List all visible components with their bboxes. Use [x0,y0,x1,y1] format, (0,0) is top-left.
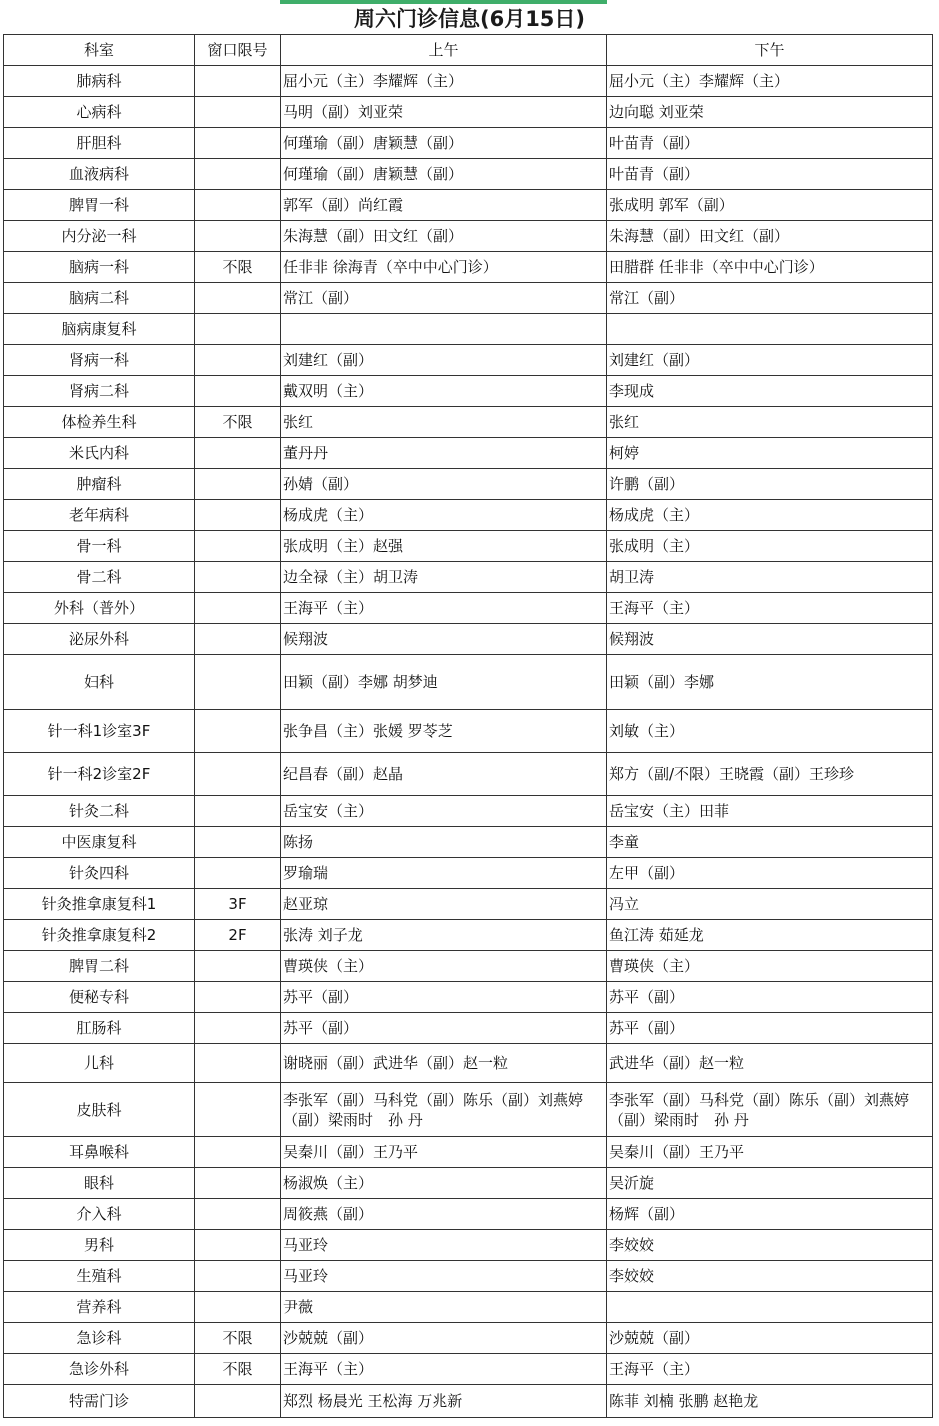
table-row [4,1013,933,1044]
afternoon-doctors-cell: 鱼江涛 茹延龙 [607,920,933,951]
dept-cell: 肺病科 [4,66,195,97]
table-row [4,1137,933,1168]
afternoon-doctors-cell: 李现成 [607,376,933,407]
morning-doctors-cell: 苏平（副） [281,982,607,1013]
window-limit-cell [195,221,281,252]
afternoon-doctors-cell: 刘建红（副） [607,345,933,376]
dept-cell: 急诊外科 [4,1354,195,1385]
morning-doctors-cell: 张涛 刘子龙 [281,920,607,951]
header-row [4,35,933,66]
window-limit-cell [195,1199,281,1230]
morning-doctors-cell: 屈小元（主）李耀辉（主） [281,66,607,97]
dept-cell: 肾病一科 [4,345,195,376]
window-limit-cell [195,951,281,982]
morning-doctors-cell: 张争昌（主）张媛 罗苓芝 [281,710,607,753]
window-limit-cell [195,858,281,889]
afternoon-doctors-cell: 沙兢兢（副） [607,1323,933,1354]
morning-doctors-cell: 郑烈 杨晨光 王松海 万兆新 [281,1385,607,1418]
window-limit-cell [195,469,281,500]
window-limit-cell [195,796,281,827]
window-limit-cell: 不限 [195,1323,281,1354]
dept-cell: 泌尿外科 [4,624,195,655]
table-row [4,796,933,827]
morning-doctors-cell: 沙兢兢（副） [281,1323,607,1354]
afternoon-doctors-cell: 许鹏（副） [607,469,933,500]
window-limit-cell [195,1168,281,1199]
window-limit-cell [195,66,281,97]
afternoon-doctors-cell: 李姣姣 [607,1230,933,1261]
afternoon-doctors-cell: 田腊群 任非非（卒中中心门诊） [607,252,933,283]
dept-cell: 骨二科 [4,562,195,593]
window-limit-cell: 不限 [195,252,281,283]
afternoon-doctors-cell: 刘敏（主） [607,710,933,753]
morning-doctors-cell: 杨淑焕（主） [281,1168,607,1199]
table-row [4,531,933,562]
dept-cell: 眼科 [4,1168,195,1199]
afternoon-doctors-cell: 杨成虎（主） [607,500,933,531]
window-limit-cell [195,376,281,407]
window-limit-cell [195,1261,281,1292]
table-row [4,982,933,1013]
afternoon-doctors-cell: 郑方（副/不限）王晓霞（副）王珍珍 [607,753,933,796]
dept-cell: 肛肠科 [4,1013,195,1044]
morning-doctors-cell: 马亚玲 [281,1230,607,1261]
table-row [4,1385,933,1418]
dept-cell: 急诊科 [4,1323,195,1354]
table-row [4,128,933,159]
afternoon-doctors-cell: 屈小元（主）李耀辉（主） [607,66,933,97]
table-row [4,1261,933,1292]
window-limit-cell [195,593,281,624]
table-row [4,190,933,221]
window-limit-cell [195,1137,281,1168]
window-limit-cell [195,1230,281,1261]
morning-doctors-cell: 谢晓丽（副）武进华（副）赵一粒 [281,1044,607,1083]
window-limit-cell [195,655,281,710]
morning-doctors-cell: 张成明（主）赵强 [281,531,607,562]
table-row [4,221,933,252]
afternoon-doctors-cell: 苏平（副） [607,1013,933,1044]
afternoon-doctors-cell: 柯婷 [607,438,933,469]
morning-doctors-cell: 吴秦川（副）王乃平 [281,1137,607,1168]
afternoon-doctors-cell: 李张军（副）马科党（副）陈乐（副）刘燕婷（副）梁雨时 孙 丹 [607,1083,933,1137]
afternoon-doctors-cell: 吴秦川（副）王乃平 [607,1137,933,1168]
morning-doctors-cell: 张红 [281,407,607,438]
morning-doctors-cell: 郭军（副）尚红霞 [281,190,607,221]
window-limit-cell [195,1292,281,1323]
dept-cell: 便秘专科 [4,982,195,1013]
dept-cell: 心病科 [4,97,195,128]
window-limit-cell [195,753,281,796]
header-window-limit: 窗口限号 [195,35,281,66]
afternoon-doctors-cell: 边向聪 刘亚荣 [607,97,933,128]
afternoon-doctors-cell: 左甲（副） [607,858,933,889]
table-row [4,1354,933,1385]
morning-doctors-cell: 何瑾瑜（副）唐颖慧（副） [281,128,607,159]
dept-cell: 脾胃一科 [4,190,195,221]
afternoon-doctors-cell: 曹瑛侠（主） [607,951,933,982]
table-row [4,1292,933,1323]
afternoon-doctors-cell: 胡卫涛 [607,562,933,593]
dept-cell: 米氏内科 [4,438,195,469]
dept-cell: 血液病科 [4,159,195,190]
afternoon-doctors-cell: 张成明 郭军（副） [607,190,933,221]
header-dept: 科室 [4,35,195,66]
afternoon-doctors-cell: 岳宝安（主）田菲 [607,796,933,827]
window-limit-cell [195,190,281,221]
morning-doctors-cell: 杨成虎（主） [281,500,607,531]
dept-cell: 内分泌一科 [4,221,195,252]
window-limit-cell [195,345,281,376]
dept-cell: 皮肤科 [4,1083,195,1137]
morning-doctors-cell: 候翔波 [281,624,607,655]
morning-doctors-cell: 马亚玲 [281,1261,607,1292]
dept-cell: 骨一科 [4,531,195,562]
afternoon-doctors-cell: 张红 [607,407,933,438]
table-row [4,858,933,889]
table-row [4,1044,933,1083]
morning-doctors-cell: 常江（副） [281,283,607,314]
table-row [4,469,933,500]
dept-cell: 针一科2诊室2F [4,753,195,796]
table-row [4,951,933,982]
window-limit-cell [195,562,281,593]
window-limit-cell [195,314,281,345]
page-title: 周六门诊信息(6月15日) [353,7,586,31]
dept-cell: 生殖科 [4,1261,195,1292]
afternoon-doctors-cell: 苏平（副） [607,982,933,1013]
morning-doctors-cell: 苏平（副） [281,1013,607,1044]
table-row [4,593,933,624]
window-limit-cell: 不限 [195,407,281,438]
table-row [4,1199,933,1230]
header-afternoon: 下午 [607,35,933,66]
dept-cell: 针灸二科 [4,796,195,827]
morning-doctors-cell: 刘建红（副） [281,345,607,376]
dept-cell: 妇科 [4,655,195,710]
table-row [4,1323,933,1354]
table-row [4,710,933,753]
table-row [4,314,933,345]
morning-doctors-cell: 边全禄（主）胡卫涛 [281,562,607,593]
dept-cell: 中医康复科 [4,827,195,858]
dept-cell: 针灸四科 [4,858,195,889]
afternoon-doctors-cell: 王海平（主） [607,593,933,624]
morning-doctors-cell: 陈扬 [281,827,607,858]
dept-cell: 老年病科 [4,500,195,531]
dept-cell: 男科 [4,1230,195,1261]
dept-cell: 体检养生科 [4,407,195,438]
afternoon-doctors-cell: 李姣姣 [607,1261,933,1292]
dept-cell: 外科（普外） [4,593,195,624]
afternoon-doctors-cell: 陈菲 刘楠 张鹏 赵艳龙 [607,1385,933,1418]
dept-cell: 脑病一科 [4,252,195,283]
dept-cell: 脑病二科 [4,283,195,314]
morning-doctors-cell: 马明（副）刘亚荣 [281,97,607,128]
table-row [4,376,933,407]
afternoon-doctors-cell: 叶苗青（副） [607,128,933,159]
afternoon-doctors-cell: 李童 [607,827,933,858]
table-row [4,827,933,858]
morning-doctors-cell: 田颖（副）李娜 胡梦迪 [281,655,607,710]
table-row [4,159,933,190]
window-limit-cell [195,1013,281,1044]
dept-cell: 脾胃二科 [4,951,195,982]
dept-cell: 脑病康复科 [4,314,195,345]
table-row [4,889,933,920]
morning-doctors-cell: 李张军（副）马科党（副）陈乐（副）刘燕婷（副）梁雨时 孙 丹 [281,1083,607,1137]
window-limit-cell [195,827,281,858]
afternoon-doctors-cell [607,1292,933,1323]
schedule-body [4,66,933,1418]
afternoon-doctors-cell [607,314,933,345]
table-row [4,1230,933,1261]
table-row [4,1168,933,1199]
morning-doctors-cell [281,314,607,345]
morning-doctors-cell: 王海平（主） [281,593,607,624]
table-row [4,283,933,314]
window-limit-cell [195,982,281,1013]
afternoon-doctors-cell: 叶苗青（副） [607,159,933,190]
afternoon-doctors-cell: 候翔波 [607,624,933,655]
window-limit-cell: 2F [195,920,281,951]
morning-doctors-cell: 何瑾瑜（副）唐颖慧（副） [281,159,607,190]
window-limit-cell [195,1083,281,1137]
table-row [4,655,933,710]
window-limit-cell: 不限 [195,1354,281,1385]
table-row [4,562,933,593]
morning-doctors-cell: 朱海慧（副）田文红（副） [281,221,607,252]
window-limit-cell [195,438,281,469]
table-row [4,345,933,376]
afternoon-doctors-cell: 常江（副） [607,283,933,314]
afternoon-doctors-cell: 冯立 [607,889,933,920]
table-row [4,66,933,97]
table-row [4,252,933,283]
afternoon-doctors-cell: 王海平（主） [607,1354,933,1385]
table-row [4,97,933,128]
table-row [4,407,933,438]
table-row [4,753,933,796]
window-limit-cell [195,128,281,159]
table-row [4,920,933,951]
window-limit-cell [195,500,281,531]
morning-doctors-cell: 罗瑜瑞 [281,858,607,889]
table-row [4,438,933,469]
window-limit-cell [195,97,281,128]
morning-doctors-cell: 赵亚琼 [281,889,607,920]
table-row [4,500,933,531]
window-limit-cell [195,1385,281,1418]
afternoon-doctors-cell: 朱海慧（副）田文红（副） [607,221,933,252]
window-limit-cell [195,1044,281,1083]
schedule-table [3,34,933,1418]
morning-doctors-cell: 戴双明（主） [281,376,607,407]
dept-cell: 针灸推拿康复科1 [4,889,195,920]
dept-cell: 针一科1诊室3F [4,710,195,753]
morning-doctors-cell: 曹瑛侠（主） [281,951,607,982]
dept-cell: 耳鼻喉科 [4,1137,195,1168]
afternoon-doctors-cell: 吴沂旋 [607,1168,933,1199]
dept-cell: 儿科 [4,1044,195,1083]
dept-cell: 针灸推拿康复科2 [4,920,195,951]
afternoon-doctors-cell: 张成明（主） [607,531,933,562]
dept-cell: 肿瘤科 [4,469,195,500]
morning-doctors-cell: 岳宝安（主） [281,796,607,827]
morning-doctors-cell: 董丹丹 [281,438,607,469]
morning-doctors-cell: 孙婧（副） [281,469,607,500]
afternoon-doctors-cell: 田颖（副）李娜 [607,655,933,710]
dept-cell: 特需门诊 [4,1385,195,1418]
table-row [4,1083,933,1137]
dept-cell: 肝胆科 [4,128,195,159]
window-limit-cell: 3F [195,889,281,920]
window-limit-cell [195,624,281,655]
dept-cell: 营养科 [4,1292,195,1323]
afternoon-doctors-cell: 杨辉（副） [607,1199,933,1230]
header-morning: 上午 [281,35,607,66]
morning-doctors-cell: 尹薇 [281,1292,607,1323]
morning-doctors-cell: 王海平（主） [281,1354,607,1385]
dept-cell: 肾病二科 [4,376,195,407]
dept-cell: 介入科 [4,1199,195,1230]
window-limit-cell [195,283,281,314]
window-limit-cell [195,531,281,562]
afternoon-doctors-cell: 武进华（副）赵一粒 [607,1044,933,1083]
morning-doctors-cell: 任非非 徐海青（卒中中心门诊） [281,252,607,283]
window-limit-cell [195,710,281,753]
table-row [4,624,933,655]
morning-doctors-cell: 周筱燕（副） [281,1199,607,1230]
morning-doctors-cell: 纪昌春（副）赵晶 [281,753,607,796]
window-limit-cell [195,159,281,190]
